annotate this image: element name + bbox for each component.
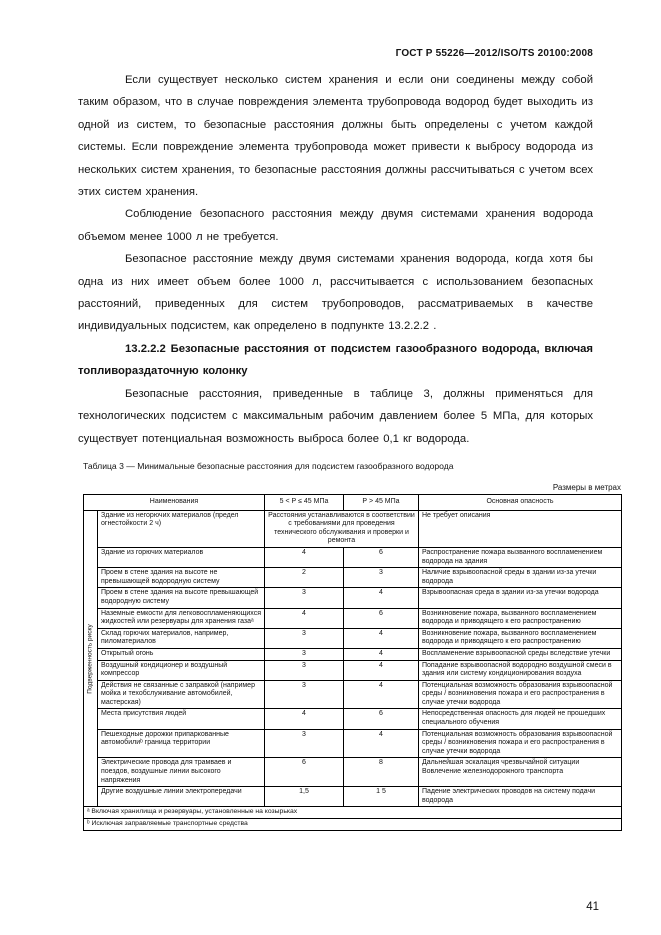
row-name: Другие воздушные линии электропередачи [98,787,265,807]
table-row [84,787,622,807]
table-row [84,628,622,648]
risk-exposure-cell [84,510,98,807]
row-distance-low: 4 [265,608,344,628]
units-note: Размеры в метрах [552,483,621,492]
row-distance-low: 1,5 [265,787,344,807]
table-row [84,660,622,680]
table-row [84,588,622,608]
row-hazard: Взрывоопасная среда в здании из-за утечки водорода [419,588,622,608]
paragraph-3: Безопасное расстояние между двумя системами хранения водорода, когда хотя бы одна из них имеет объем более 1000 л, рассчитывается с использованием безопасных расстояний, приведенных для систем трубопроводов, рассматриваемых в качестве индивидуальных подсистем, как определено в подпункте 13.2.2.2 . [78,253,593,333]
table-row [84,547,622,567]
row-distance-high: 4 [344,628,419,648]
row-distance-high: 4 [344,729,419,758]
row-distance-low: 4 [265,547,344,567]
row-name: Наземные емкости для легковоспламеняющихся жидкостей или резервуары для хранения газаᵃ [98,608,265,628]
row-distance-low: 3 [265,660,344,680]
row-hazard: Наличие взрывоопасной среды в здании из-за утечки водорода [419,568,622,588]
distances-table [83,494,622,831]
row-distance-low: 3 [265,628,344,648]
row-hazard: Дальнейшая эскалация чрезвычайной ситуации Вовлечение железнодорожного транспорта [419,758,622,787]
row-distance-low: 2 [265,568,344,588]
row-name: Здание из негорючих материалов (предел огнестойкости 2 ч) [98,510,265,547]
row-name: Проем в стене здания на высоте превышающей водородную систему [98,588,265,608]
col-header-hazard: Основная опасность [419,495,622,511]
row-hazard: Распространение пожара вызванного воспламенением водорода на здания [419,547,622,567]
row-distance-note: Расстояния устанавливаются в соответствии с требованиями для проведения технического обслуживания и проверки и ремонта [265,510,419,547]
row-hazard: Возникновение пожара, вызванного воспламенением водорода и приводящего к его распространению [419,628,622,648]
row-name: Воздушный кондиционер и воздушный компрессор [98,660,265,680]
row-distance-low: 3 [265,729,344,758]
page-number: 41 [586,901,599,913]
table-row [84,510,622,547]
table-header-row [84,495,622,511]
row-distance-high: 3 [344,568,419,588]
row-name: Места присутствия людей [98,709,265,729]
row-distance-low: 4 [265,709,344,729]
row-distance-low: 3 [265,680,344,709]
col-header-pressure-low: 5 < Р ≤ 45 МПа [265,495,344,511]
row-distance-high: 1 5 [344,787,419,807]
row-distance-low: 6 [265,758,344,787]
row-distance-high: 4 [344,588,419,608]
row-distance-high: 4 [344,648,419,660]
col-header-names: Наименования [84,495,265,511]
table-row [84,758,622,787]
row-hazard: Попадание взрывоопасной водородно воздушной смеси в здания или систему кондиционирования воздуха [419,660,622,680]
col-header-pressure-high: Р > 45 МПа [344,495,419,511]
row-hazard: Непосредственная опасность для людей не прошедших специального обучения [419,709,622,729]
body-text [78,69,593,450]
row-distance-high: 4 [344,660,419,680]
footnote-row [84,807,622,819]
row-name: Электрические провода для трамваев и поездов, воздушные линии высокого напряжения [98,758,265,787]
footnote-b: ᵇ Исключая заправляемые транспортные средства [84,819,622,831]
paragraph-4: Безопасные расстояния, приведенные в таблице 3, должны применяться для технологических подсистем с максимальным рабочим давлением более 5 МПа, для которых существует потенциальная возможность выброса более 0,1 кг водорода. [78,387,593,445]
risk-exposure-label: Подверженность риску [86,623,94,694]
row-distance-high: 6 [344,608,419,628]
section-heading: 13.2.2.2 Безопасные расстояния от подсистем газообразного водорода, включая топливораздаточную колонку [78,342,593,378]
row-name: Склад горючих материалов, например, пиломатериалов [98,628,265,648]
row-name: Открытый огонь [98,648,265,660]
row-hazard: Падение электрических проводов на систему подачи водорода [419,787,622,807]
table-row [84,709,622,729]
row-distance-high: 6 [344,547,419,567]
paragraph-1: Если существует несколько систем хранения и если они соединены между собой таким образом, что в случае повреждения элемента трубопровода водород будет выходить из одной из систем, то безопасные расстояния должны быть определены с учетом каждой системы. Если повреждение элемента трубопровода может привести к выбросу водорода из нескольких систем хранения, то безопасные расстояния должны рассчитываться с учетом всех этих систем хранения. [78,74,593,199]
row-hazard: Потенциальная возможность образования взрывоопасной среды / возникновения пожара и его распространения в случае утечки водорода [419,680,622,709]
table-section [83,461,621,831]
doc-code: ГОСТ Р 55226—2012/ISO/TS 20100:2008 [395,48,593,59]
table-row [84,680,622,709]
footnote-a: ᵃ Включая хранилища и резервуары, установленные на козырьках [84,807,622,819]
table-caption: Таблица 3 — Минимальные безопасные расстояния для подсистем газообразного водорода [83,461,454,471]
row-distance-high: 8 [344,758,419,787]
row-distance-low: 3 [265,588,344,608]
row-hazard: Воспламенение взрывоопасной среды вследствие утечки [419,648,622,660]
table-row [84,729,622,758]
row-name: Действия не связанные с заправкой (например мойка и техобслуживание автомобилей, мастерская) [98,680,265,709]
row-name: Пешеходные дорожки припаркованные автомобилиᵇ граница территории [98,729,265,758]
row-hazard: Не требует описания [419,510,622,547]
paragraph-2: Соблюдение безопасного расстояния между двумя системами хранения водорода объемом менее 1000 л не требуется. [78,208,593,243]
table-row [84,608,622,628]
row-distance-low: 3 [265,648,344,660]
footnote-row [84,819,622,831]
row-distance-high: 4 [344,680,419,709]
table-row [84,648,622,660]
row-distance-high: 6 [344,709,419,729]
row-hazard: Возникновение пожара, вызванного воспламенением водорода и приводящего к его распространению [419,608,622,628]
table-row [84,568,622,588]
row-hazard: Потенциальная возможность образования взрывоопасной среды / возникновения пожара и его распространения в случае утечки водорода [419,729,622,758]
row-name: Здание из горючих материалов [98,547,265,567]
row-name: Проем в стене здания на высоте не превышающей водородную систему [98,568,265,588]
